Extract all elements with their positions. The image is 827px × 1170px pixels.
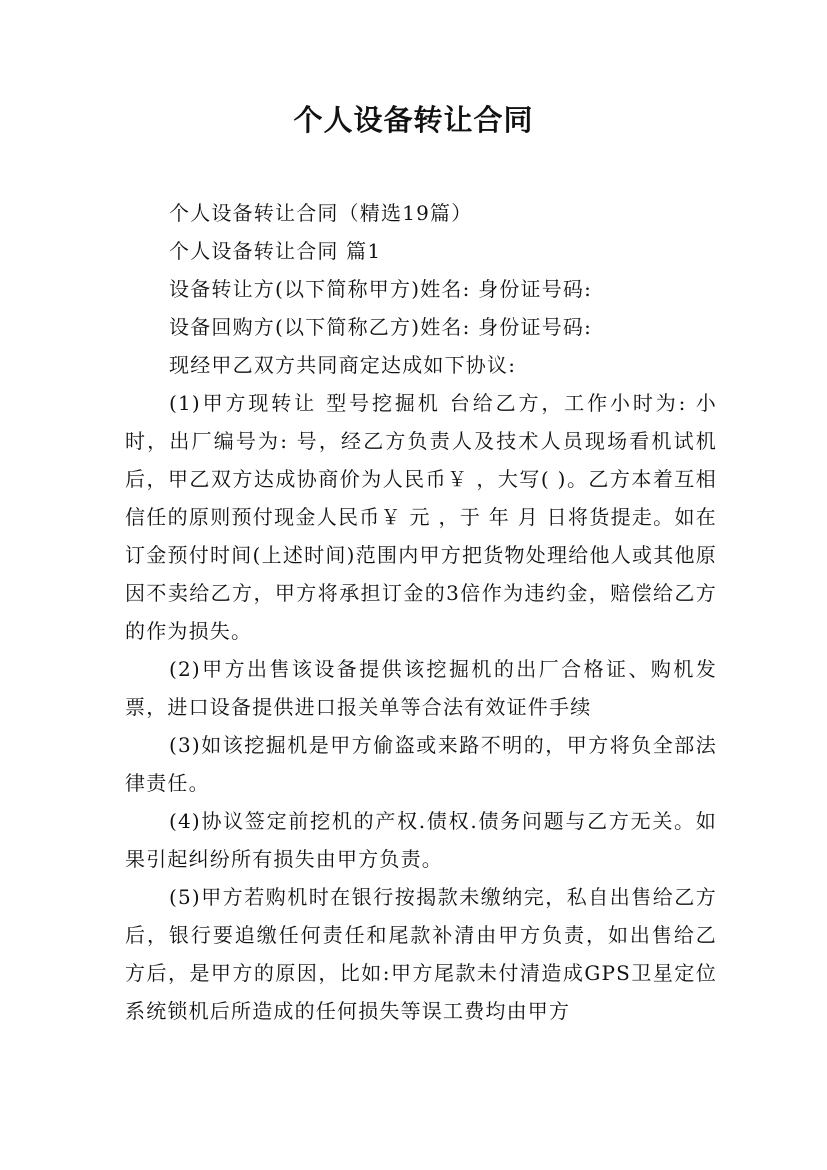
paragraph-clause-5: (5)甲方若购机时在银行按揭款未缴纳完，私自出售给乙方后，银行要追缴任何责任和尾款补清由甲方负责，如出售给乙方后，是甲方的原因，比如:甲方尾款未付清造成GPS卫星定位系统锁机后所造成的任何损失等误工费均由甲方 bbox=[125, 885, 717, 1023]
paragraph-clause-2: (2)甲方出售该设备提供该挖掘机的出厂合格证、购机发票，进口设备提供进口报关单等合法有效证件手续 bbox=[125, 657, 717, 719]
paragraph-agreement-intro: 现经甲乙双方共同商定达成如下协议: bbox=[169, 353, 517, 377]
paragraph-clause-3: (3)如该挖掘机是甲方偷盗或来路不明的，甲方将负全部法律责任。 bbox=[125, 733, 717, 795]
paragraph-clause-4: (4)协议签定前挖机的产权.债权.债务问题与乙方无关。如果引起纠纷所有损失由甲方负责。 bbox=[125, 809, 717, 871]
paragraph-section-heading: 个人设备转让合同 篇1 bbox=[169, 239, 382, 263]
document-title: 个人设备转让合同 bbox=[293, 103, 534, 137]
paragraph-subtitle: 个人设备转让合同（精选19篇） bbox=[169, 201, 473, 225]
paragraph-clause-1: (1)甲方现转让 型号挖掘机 台给乙方，工作小时为: 小时，出厂编号为: 号，经乙方负责人及技术人员现场看机试机后，甲乙双方达成协商价为人民币￥ ，大写( )。乙方本着互相信任的原则预付现金人民币￥ 元 ，于 年 月 日将货提走。如在订金预付时间(上述时间)范围内甲方把货物处理给他人或其他原因不卖给乙方，甲方将承担订金的3倍作为违约金，赔偿给乙方的作为损失。 bbox=[125, 391, 717, 643]
paragraph-party-a: 设备转让方(以下简称甲方)姓名: 身份证号码: bbox=[169, 277, 593, 301]
paragraph-party-b: 设备回购方(以下简称乙方)姓名: 身份证号码: bbox=[169, 315, 593, 339]
document-body bbox=[125, 194, 717, 1030]
